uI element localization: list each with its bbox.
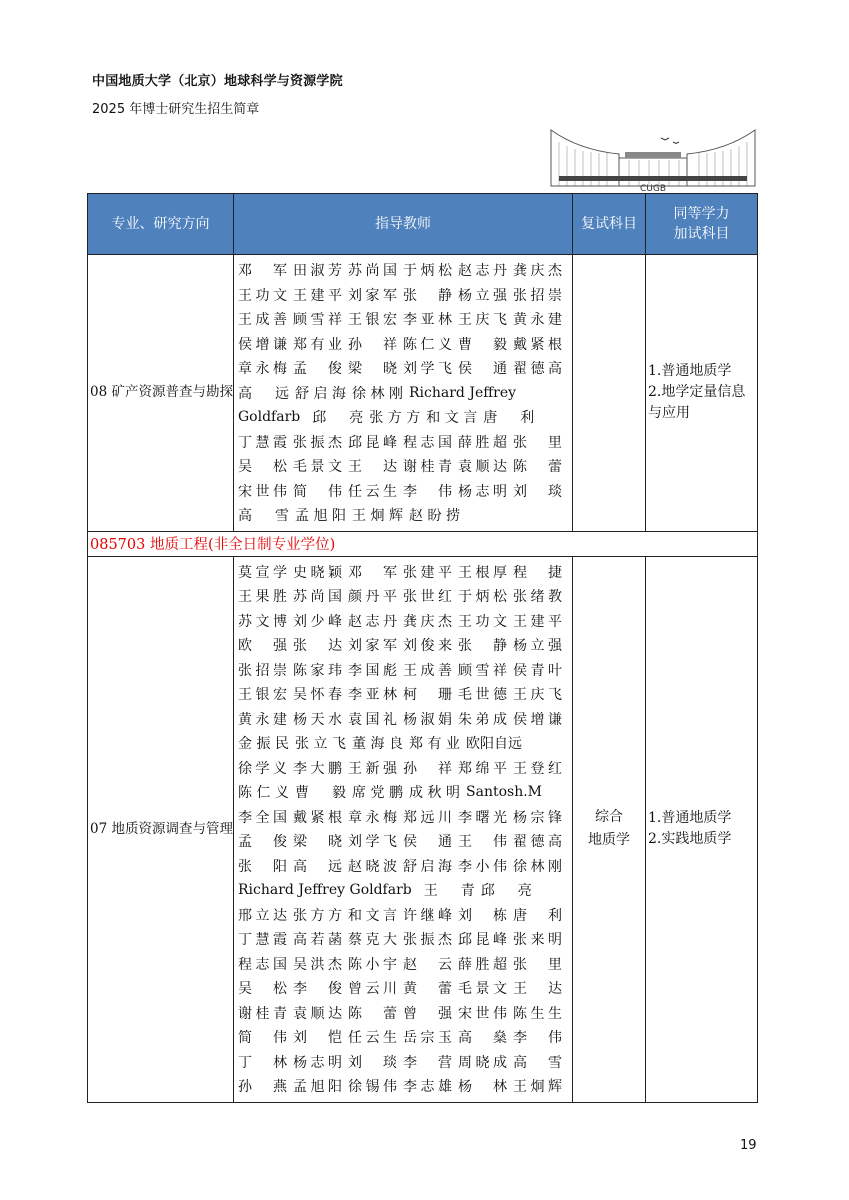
advisor-name: 成秋明 [409, 785, 460, 802]
advisor-name: 金振民 [238, 736, 289, 753]
advisor-name: 李大鹏 [293, 760, 342, 777]
advisor-name: 曹 毅 [295, 785, 346, 802]
reexam-subject [573, 255, 646, 532]
advisor-name: 邱昆峰 [348, 434, 397, 451]
advisor-row [238, 903, 568, 928]
advisor-name: 张 静 [458, 638, 507, 655]
advisor-name: 苏尚国 [293, 589, 342, 606]
advisor-name: 孟旭阳 [295, 508, 346, 525]
advisor-name: 张方方 [293, 907, 342, 924]
advisor-name: 程 捷 [513, 564, 562, 581]
advisor-list [234, 255, 573, 532]
advisor-name: 蔡克大 [348, 932, 397, 949]
advisor-row [238, 503, 568, 528]
advisor-name: Richard Jeffrey Goldfarb [238, 882, 412, 899]
extra-subject-2: 2.实践地质学 [648, 831, 732, 847]
advisor-name: 张 里 [513, 956, 562, 973]
advisor-name: 孙 燕 [238, 1079, 287, 1096]
document-header-title: 中国地质大学（北京）地球科学与资源学院 [92, 74, 343, 89]
advisor-name: 张招崇 [238, 662, 287, 679]
advisor-name: 许继峰 [403, 907, 452, 924]
advisor-name: 颜丹平 [348, 589, 397, 606]
advisor-name: 袁国礼 [348, 711, 397, 728]
advisor-name: 于炳松 [403, 263, 452, 280]
advisor-name: 李 俊 [293, 981, 342, 998]
advisor-name: 王银宏 [238, 687, 287, 704]
advisor-name: 邢立达 [238, 907, 287, 924]
advisor-name: 曾云川 [348, 981, 397, 998]
advisor-name: 刘少峰 [293, 613, 342, 630]
advisor-name: 徐林刚 [513, 858, 562, 875]
advisor-name: 王 青 [423, 883, 475, 900]
advisor-name: 朱弟成 [458, 711, 507, 728]
section-title: 085703 地质工程(非全日制专业学位) [88, 531, 758, 556]
advisor-name: 毛景文 [293, 459, 342, 476]
advisor-name: 徐学义 [238, 760, 287, 777]
advisor-name: 徐锡伟 [348, 1079, 397, 1096]
advisor-name: Richard Jeffrey [409, 384, 517, 401]
advisor-name: 唐 利 [513, 907, 562, 924]
advisor-name: 周晓成 [458, 1054, 507, 1071]
advisor-name: 袁顺达 [293, 1005, 342, 1022]
advisor-name: 李全国 [238, 809, 287, 826]
advisor-name: 黄 蕾 [403, 981, 452, 998]
advisor-name: 刘 琰 [348, 1054, 397, 1071]
advisor-row [238, 1025, 568, 1050]
advisor-name: 顾雪祥 [458, 662, 507, 679]
header-extra-exam [646, 194, 758, 255]
advisor-name: 高 雪 [238, 508, 289, 525]
advisor-row [238, 658, 568, 683]
advisor-name: 和文言 [426, 410, 478, 427]
advisor-name: 席党鹏 [352, 785, 403, 802]
advisor-name: 杨志明 [293, 1054, 342, 1071]
advisor-name: 徐林刚 [352, 385, 403, 402]
advisor-row [238, 976, 568, 1001]
advisor-name: 顾雪祥 [293, 312, 342, 329]
advisor-name: 李 伟 [403, 483, 452, 500]
advisor-name: 王建平 [293, 287, 342, 304]
extra-subject-1: 1.普通地质学 [648, 363, 732, 380]
advisor-name: 王庆飞 [458, 312, 507, 329]
advisor-name: 张 里 [513, 434, 562, 451]
advisor-name: 王炯辉 [352, 508, 403, 525]
advisor-name: 莫宣学 [238, 564, 287, 581]
advisor-name: 张振杰 [293, 434, 342, 451]
header-extra-line2: 加试科目 [673, 226, 730, 242]
reexam-subject [573, 556, 646, 1102]
reexam-line1: 综合 [595, 809, 623, 825]
major-name: 07 地质资源调查与管理 [88, 556, 234, 1102]
advisor-name: 王功文 [238, 287, 287, 304]
advisor-row [238, 609, 568, 634]
advisor-name: 刘 栋 [458, 907, 507, 924]
advisor-name: 高若菡 [293, 932, 342, 949]
advisor-name: 邱 亮 [480, 883, 532, 900]
advisor-name: 陈仁义 [238, 785, 289, 802]
advisor-name: 丁慧霞 [238, 932, 287, 949]
advisor-name: 丁慧霞 [238, 434, 287, 451]
advisor-name: 戴紧根 [293, 809, 342, 826]
header-major: 专业、研究方向 [88, 194, 234, 255]
advisor-name: 李国彪 [348, 662, 397, 679]
advisor-name: 孙 祥 [403, 760, 452, 777]
advisor-name: 邱昆峰 [458, 932, 507, 949]
advisor-list [234, 556, 573, 1102]
advisor-name: 邱 亮 [312, 410, 364, 427]
advisor-name: 简 伟 [238, 1030, 287, 1047]
extra-subject-2: 2.地学定量信息与应用 [648, 384, 746, 422]
advisor-name: 任云生 [348, 483, 397, 500]
advisor-name: 于炳松 [458, 589, 507, 606]
advisor-row [238, 878, 568, 903]
advisor-name: 刘家军 [348, 638, 397, 655]
advisor-name: 张 静 [403, 287, 452, 304]
advisor-name: 王 达 [348, 459, 397, 476]
advisor-name: 侯 通 [458, 361, 507, 378]
advisor-name: 杨淑娟 [403, 711, 452, 728]
advisor-name: 李亚林 [403, 312, 452, 329]
advisor-row [238, 258, 568, 283]
page-number: 19 [740, 1138, 757, 1153]
advisor-name: 杨天水 [293, 711, 342, 728]
advisor-row [238, 307, 568, 332]
logo-text: CUGB [639, 184, 667, 192]
advisor-row [238, 381, 568, 406]
advisor-name: 刘俊来 [403, 638, 452, 655]
advisor-row [238, 1050, 568, 1075]
advisor-name: 董海良 [352, 736, 403, 753]
advisor-name: 苏文博 [238, 613, 287, 630]
advisor-name: Santosh.M [466, 784, 542, 801]
advisor-name: 张振杰 [403, 932, 452, 949]
advisor-name: 唐 利 [483, 410, 535, 427]
advisor-name: 欧阳自远 [466, 736, 522, 753]
advisor-name: 郑绵平 [458, 760, 507, 777]
advisor-name: 侯青叶 [513, 662, 562, 679]
advisor-row [238, 927, 568, 952]
reexam-line2: 地质学 [588, 832, 630, 848]
advisor-name: 赵盼捞 [409, 508, 460, 525]
advisor-name: 刘学飞 [403, 361, 452, 378]
table-header-row [88, 194, 758, 255]
advisor-name: 陈 蕾 [513, 459, 562, 476]
advisor-name: 吴 松 [238, 459, 287, 476]
advisor-name: 孟旭阳 [293, 1079, 342, 1096]
advisor-name: 吴 松 [238, 981, 287, 998]
advisor-name: 苏尚国 [348, 263, 397, 280]
advisor-name: 陈家玮 [293, 662, 342, 679]
advisor-name: 龚庆杰 [513, 263, 562, 280]
advisor-name: 黄永建 [238, 711, 287, 728]
advisor-name: 高 雪 [513, 1054, 562, 1071]
advisor-row [238, 479, 568, 504]
advisor-row [238, 805, 568, 830]
advisor-name: 赵晓波 [348, 858, 397, 875]
table-row-block1 [88, 255, 758, 532]
advisor-name: 李小伟 [458, 858, 507, 875]
advisor-name: 孟 俊 [293, 361, 342, 378]
advisor-name: 王成善 [238, 312, 287, 329]
advisor-name: 张方方 [369, 410, 421, 427]
advisor-name: 李 伟 [513, 1030, 562, 1047]
advisor-name: 杨 林 [458, 1079, 507, 1096]
advisor-row [238, 756, 568, 781]
advisor-name: 侯 通 [403, 834, 452, 851]
advisor-name: 王庆飞 [513, 687, 562, 704]
advisor-name: 和文言 [348, 907, 397, 924]
advisor-name: 任云生 [348, 1030, 397, 1047]
advisor-name: 李 营 [403, 1054, 452, 1071]
advisor-name: 薛胜超 [458, 956, 507, 973]
header-reexam: 复试科目 [573, 194, 646, 255]
advisor-name: 邓 军 [348, 564, 397, 581]
advisor-name: 王 达 [513, 981, 562, 998]
advisor-name: 柯 珊 [403, 687, 452, 704]
advisor-name: 侯增谦 [513, 711, 562, 728]
advisor-name: 丁 林 [238, 1054, 287, 1071]
extra-subject-1: 1.普通地质学 [648, 810, 732, 826]
advisor-name: Goldfarb [238, 409, 301, 426]
advisor-name: 薛胜超 [458, 434, 507, 451]
advisor-name: 刘 琰 [513, 483, 562, 500]
advisor-name: 赵 云 [403, 956, 452, 973]
advisor-name: 赵志丹 [458, 263, 507, 280]
advisor-name: 翟德高 [513, 834, 562, 851]
advisor-name: 郑远川 [403, 809, 452, 826]
advisor-row [238, 332, 568, 357]
advisor-table [87, 193, 758, 1103]
advisor-name: 陈仁义 [403, 336, 452, 353]
advisor-name: 张世红 [403, 589, 452, 606]
advisor-row [238, 952, 568, 977]
advisor-name: 王炯辉 [513, 1079, 562, 1096]
advisor-row [238, 560, 568, 585]
advisor-name: 史晓颖 [293, 564, 342, 581]
advisor-name: 王根厚 [458, 564, 507, 581]
advisor-name: 杨立强 [513, 638, 562, 655]
advisor-name: 杨志明 [458, 483, 507, 500]
advisor-name: 张建平 [403, 564, 452, 581]
advisor-row [238, 454, 568, 479]
advisor-name: 孙 祥 [348, 336, 397, 353]
advisor-name: 李志雄 [403, 1079, 452, 1096]
advisor-row [238, 283, 568, 308]
advisor-name: 高 燊 [458, 1030, 507, 1047]
advisor-name: 刘学飞 [348, 834, 397, 851]
advisor-name: 王登红 [513, 760, 562, 777]
advisor-row [238, 633, 568, 658]
advisor-row [238, 1074, 568, 1099]
advisor-row [238, 430, 568, 455]
advisor-name: 侯增谦 [238, 336, 287, 353]
advisor-name: 舒启海 [295, 385, 346, 402]
advisor-name: 戴紧根 [513, 336, 562, 353]
advisor-name: 宋世伟 [238, 483, 287, 500]
advisor-name: 岳宗玉 [403, 1030, 452, 1047]
advisor-name: 赵志丹 [348, 613, 397, 630]
advisor-name: 张 阳 [238, 858, 287, 875]
advisor-name: 简 伟 [293, 483, 342, 500]
advisor-name: 梁 晓 [348, 361, 397, 378]
advisor-name: 谢桂青 [238, 1005, 287, 1022]
advisor-row [238, 584, 568, 609]
advisor-name: 程志国 [238, 956, 287, 973]
advisor-name: 吴怀春 [293, 687, 342, 704]
document-header-subtitle: 2025 年博士研究生招生简章 [92, 102, 260, 117]
advisor-name: 陈生生 [513, 1005, 562, 1022]
advisor-name: 谢桂青 [403, 459, 452, 476]
advisor-name: 郑有业 [293, 336, 342, 353]
advisor-row [238, 707, 568, 732]
advisor-row [238, 731, 568, 756]
table-row-block2 [88, 556, 758, 1102]
advisor-name: 李亚林 [348, 687, 397, 704]
advisor-row [238, 780, 568, 805]
advisor-name: 郑有业 [409, 736, 460, 753]
advisor-name: 袁顺达 [458, 459, 507, 476]
advisor-row [238, 405, 568, 430]
advisor-row [238, 854, 568, 879]
advisor-name: 王建平 [513, 613, 562, 630]
advisor-name: 高 远 [238, 385, 289, 402]
major-name: 08 矿产资源普查与勘探 [88, 255, 234, 532]
advisor-name: 张 达 [293, 638, 342, 655]
advisor-name: 孟 俊 [238, 834, 287, 851]
advisor-name: 毛景文 [458, 981, 507, 998]
advisor-name: 舒启海 [403, 858, 452, 875]
advisor-name: 李曙光 [458, 809, 507, 826]
advisor-row [238, 829, 568, 854]
header-advisors: 指导教师 [234, 194, 573, 255]
advisor-name: 毛世德 [458, 687, 507, 704]
advisor-row [238, 1001, 568, 1026]
advisor-name: 曹 毅 [458, 336, 507, 353]
advisor-name: 翟德高 [513, 361, 562, 378]
advisor-row [238, 356, 568, 381]
advisor-name: 张立飞 [295, 736, 346, 753]
advisor-name: 王 伟 [458, 834, 507, 851]
header-extra-line1: 同等学力 [673, 206, 730, 222]
advisor-name: 刘 恺 [293, 1030, 342, 1047]
advisor-name: 宋世伟 [458, 1005, 507, 1022]
advisor-name: 吴洪杰 [293, 956, 342, 973]
advisor-name: 张来明 [513, 932, 562, 949]
advisor-name: 高 远 [293, 858, 342, 875]
advisor-name: 田淑芳 [293, 263, 342, 280]
advisor-name: 杨宗锋 [513, 809, 562, 826]
section-row [88, 531, 758, 556]
advisor-name: 欧 强 [238, 638, 287, 655]
advisor-name: 邓 军 [238, 263, 287, 280]
university-building-logo [549, 120, 757, 192]
advisor-name: 曾 强 [403, 1005, 452, 1022]
advisor-name: 黄永建 [513, 312, 562, 329]
extra-subjects [646, 255, 758, 532]
advisor-name: 刘家军 [348, 287, 397, 304]
advisor-name: 陈 蕾 [348, 1005, 397, 1022]
advisor-name: 龚庆杰 [403, 613, 452, 630]
advisor-name: 张招崇 [513, 287, 562, 304]
advisor-name: 程志国 [403, 434, 452, 451]
advisor-row [238, 682, 568, 707]
advisor-name: 王果胜 [238, 589, 287, 606]
advisor-name: 王功文 [458, 613, 507, 630]
advisor-name: 陈小宇 [348, 956, 397, 973]
advisor-name: 王银宏 [348, 312, 397, 329]
advisor-name: 张绪教 [513, 589, 562, 606]
advisor-name: 章永梅 [238, 361, 287, 378]
advisor-name: 章永梅 [348, 809, 397, 826]
extra-subjects [646, 556, 758, 1102]
advisor-name: 王新强 [348, 760, 397, 777]
advisor-name: 梁 晓 [293, 834, 342, 851]
advisor-name: 杨立强 [458, 287, 507, 304]
advisor-name: 王成善 [403, 662, 452, 679]
